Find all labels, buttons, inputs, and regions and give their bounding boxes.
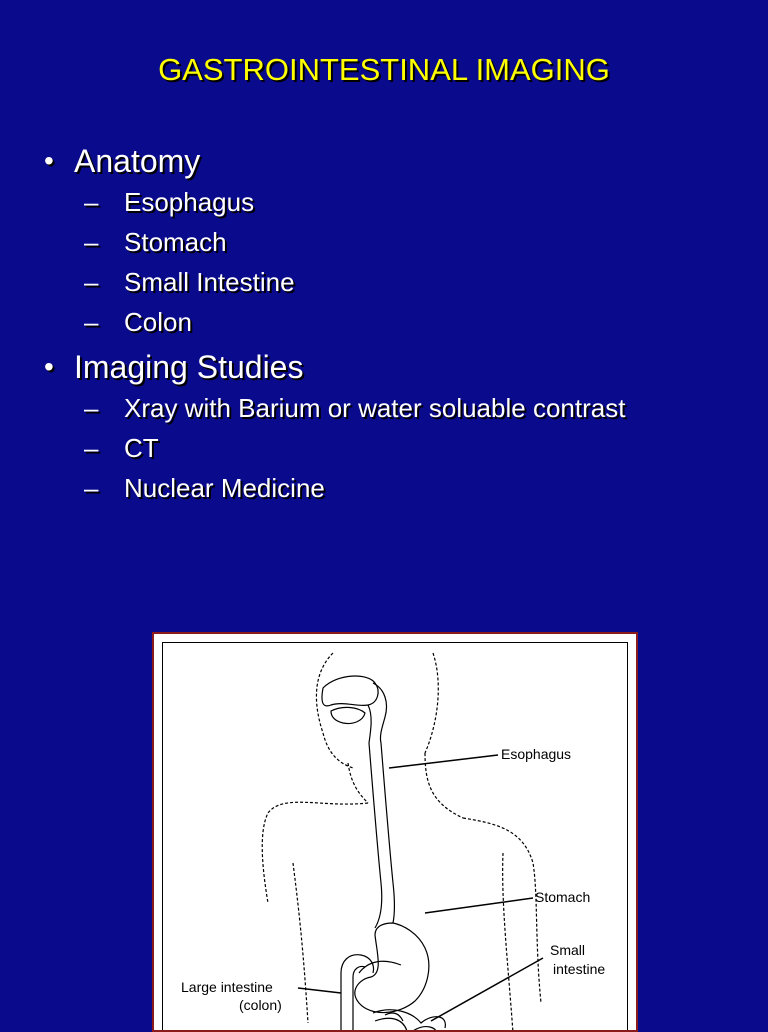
stomach-label: Stomach <box>535 889 591 905</box>
esophagus-tube-right <box>381 743 395 923</box>
section-heading: Anatomy <box>74 142 201 179</box>
back-of-head <box>425 653 438 753</box>
bullet-dot: • <box>44 351 54 382</box>
large-intestine-label-line2: (colon) <box>239 997 282 1013</box>
list-item <box>84 262 625 302</box>
esophagus-label: Esophagus <box>501 746 572 762</box>
large-intestine-leader <box>298 988 341 993</box>
bullet-anatomy <box>44 140 625 182</box>
list-item <box>84 388 625 428</box>
stomach-leader <box>425 898 533 913</box>
digestive-system-illustration <box>163 643 628 1030</box>
large-intestine-label-line1: Large intestine <box>181 979 273 995</box>
left-torso <box>293 863 308 1023</box>
stomach-shape <box>355 923 429 1013</box>
small-intestine-label-line2: intestine <box>553 961 606 977</box>
sub-list <box>84 388 625 508</box>
item-text: CT <box>124 432 159 463</box>
dash: – <box>84 472 99 503</box>
oral-cavity <box>331 707 365 723</box>
section-anatomy <box>44 140 625 342</box>
neck-left <box>348 763 368 803</box>
small-intestine-leader <box>431 958 543 1021</box>
dash: – <box>84 306 99 337</box>
section-heading: Imaging Studies <box>74 348 304 385</box>
section-imaging-studies <box>44 346 625 508</box>
dash: – <box>84 226 99 257</box>
right-shoulder <box>463 818 541 1003</box>
item-text: Xray with Barium or water soluable contrast <box>124 392 626 423</box>
anatomy-figure-frame <box>152 632 638 1032</box>
slide-title: GASTROINTESTINAL IMAGING <box>158 52 610 87</box>
list-item <box>84 182 625 222</box>
nasal-cavity <box>322 676 378 706</box>
esophagus-leader <box>389 755 498 768</box>
item-text: Nuclear Medicine <box>124 472 325 503</box>
item-text: Stomach <box>124 226 227 257</box>
head-outline <box>316 653 353 768</box>
item-text: Esophagus <box>124 186 255 217</box>
bullet-dot: • <box>44 145 54 176</box>
anatomy-figure <box>162 642 628 1030</box>
list-item <box>84 222 625 262</box>
small-intestine-label-line1: Small <box>550 942 586 958</box>
bullet-imaging-studies <box>44 346 625 388</box>
large-intestine <box>341 955 374 1030</box>
sub-list <box>84 182 625 342</box>
list-item <box>84 302 625 342</box>
dash: – <box>84 392 99 423</box>
right-torso <box>503 853 513 1030</box>
item-text: Small Intestine <box>124 266 295 297</box>
dash: – <box>84 266 99 297</box>
list-item <box>84 468 625 508</box>
bullet-list <box>44 140 625 508</box>
item-text: Colon <box>124 306 192 337</box>
dash: – <box>84 186 99 217</box>
esophagus-tube-left <box>369 743 382 928</box>
left-shoulder <box>262 802 368 903</box>
dash: – <box>84 432 99 463</box>
list-item <box>84 428 625 468</box>
